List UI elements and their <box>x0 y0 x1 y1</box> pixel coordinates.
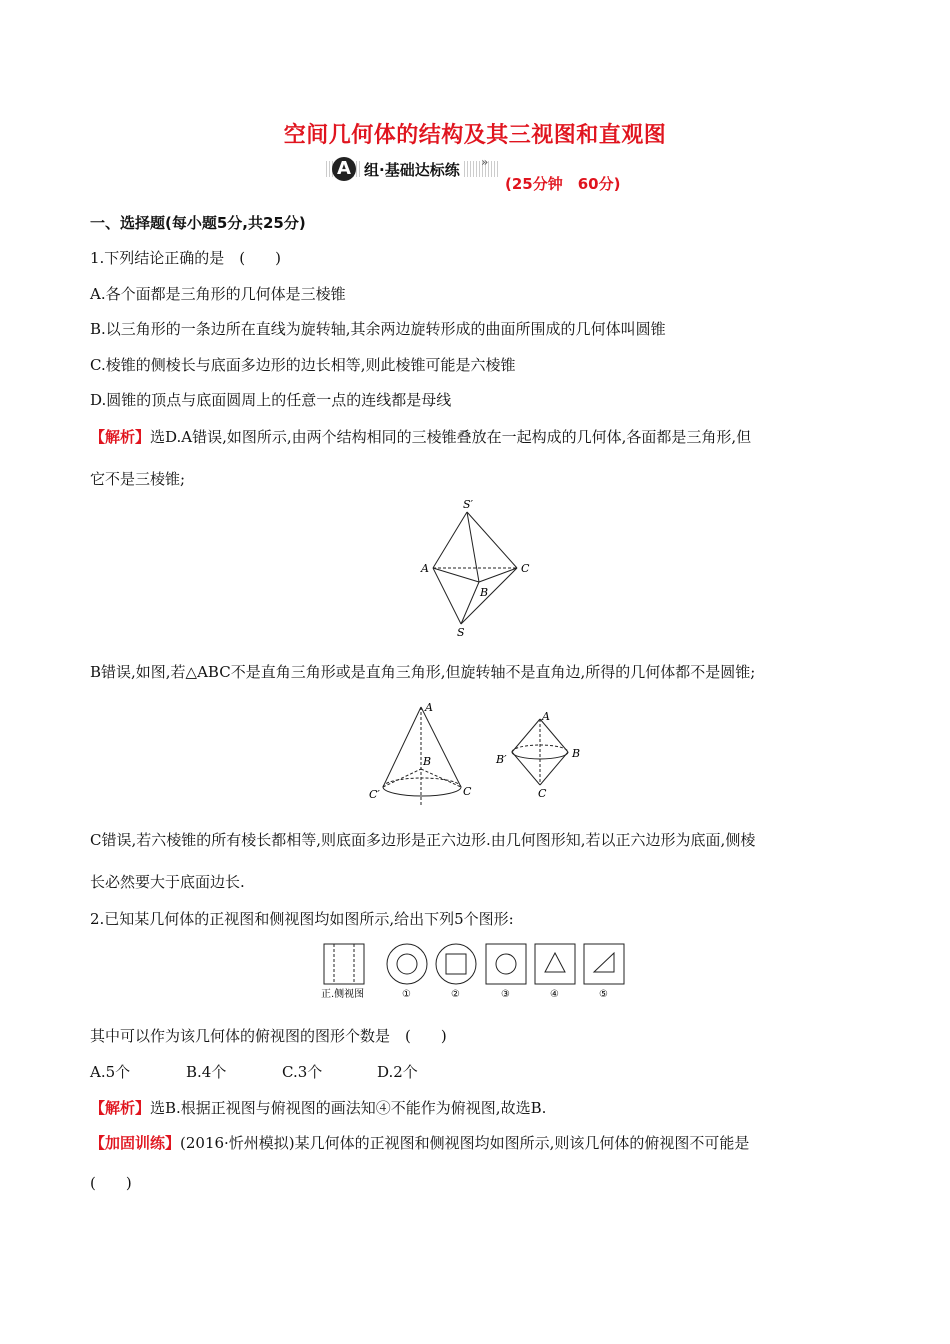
time-note: (25分钟 60分) <box>505 175 621 193</box>
q1-option-a: A.各个面都是三角形的几何体是三棱锥 <box>90 285 346 303</box>
dcone-label-b-prime: B′ <box>496 753 507 766</box>
double-cone-figure <box>494 707 594 799</box>
page-title: 空间几何体的结构及其三视图和直观图 <box>283 123 667 148</box>
q2-option-a: A.5个 <box>90 1063 131 1081</box>
dcone-label-c: C <box>538 787 547 799</box>
dcone-label-b: B <box>572 747 581 760</box>
cone-label-a: A <box>425 701 433 714</box>
view-label-1: ① <box>402 989 411 1000</box>
badge-arrow-icon: » <box>481 155 489 169</box>
view-label-2: ② <box>451 989 460 1000</box>
q1-option-b: B.以三角形的一条边所在直线为旋转轴,其余两边旋转形成的曲面所围成的几何体叫圆锥 <box>90 320 666 338</box>
q1-option-c: C.棱锥的侧棱长与底面多边形的边长相等,则此棱锥可能是六棱锥 <box>90 356 516 374</box>
cone-label-b: B <box>423 755 432 768</box>
q2-question: 其中可以作为该几何体的俯视图的图形个数是 ( ) <box>90 1027 447 1045</box>
q1-analysis-line1 <box>90 426 751 447</box>
view-label-4: ④ <box>550 989 559 1000</box>
extra-tag: 【加固训练】 <box>90 1134 181 1152</box>
cone-label-c-prime: C′ <box>369 788 380 801</box>
q1-c-explanation-line1: C错误,若六棱锥的所有棱长都相等,则底面多边形是正六边形.由几何图形知,若以正六边形为底面,侧棱 <box>90 831 756 849</box>
badge-text: 组·基础达标练 <box>364 161 460 179</box>
analysis-text: 选B.根据正视图与俯视图的画法知④不能作为俯视图,故选B. <box>150 1099 547 1117</box>
q1-stem: 1.下列结论正确的是 ( ) <box>90 249 282 267</box>
q2-option-d: D.2个 <box>377 1063 418 1081</box>
q2-option-c: C.3个 <box>282 1063 323 1081</box>
label-c: C <box>521 562 530 575</box>
view-label-3: ③ <box>501 989 510 1000</box>
cone-figure <box>365 697 475 807</box>
analysis-tag: 【解析】 <box>90 428 151 446</box>
view-options-figure <box>318 940 628 1002</box>
extra-paren: ( ) <box>90 1174 132 1192</box>
label-a: A <box>421 562 429 575</box>
q2-option-b: B.4个 <box>186 1063 227 1081</box>
view-label-front-side: 正.侧视图 <box>321 989 365 1000</box>
q1-option-d: D.圆锥的顶点与底面圆周上的任意一点的连线都是母线 <box>90 391 452 409</box>
extra-text: (2016·忻州模拟)某几何体的正视图和侧视图均如图所示,则该几何体的俯视图不可能是 <box>180 1134 750 1152</box>
bipyramid-figure <box>415 496 545 638</box>
q1-analysis-line2: 它不是三棱锥; <box>90 470 186 488</box>
badge-letter: A <box>332 157 356 181</box>
q2-analysis <box>90 1097 546 1118</box>
view-label-5: ⑤ <box>599 989 608 1000</box>
label-s: S <box>457 626 465 638</box>
label-s-prime: S′ <box>463 498 474 511</box>
q1-c-explanation-line2: 长必然要大于底面边长. <box>90 873 245 891</box>
section-heading: 一、选择题(每小题5分,共25分) <box>90 214 306 232</box>
analysis-tag: 【解析】 <box>90 1099 151 1117</box>
cone-label-c: C <box>463 785 472 798</box>
group-badge <box>326 157 498 183</box>
q1-b-explanation: B错误,如图,若△ABC不是直角三角形或是直角三角形,但旋转轴不是直角边,所得的几何体都不是圆锥; <box>90 663 756 681</box>
label-b: B <box>480 586 489 599</box>
extra-training <box>90 1132 749 1153</box>
analysis-text: 选D.A错误,如图所示,由两个结构相同的三棱锥叠放在一起构成的几何体,各面都是三角形,但 <box>150 428 752 446</box>
dcone-label-a: A <box>542 710 550 723</box>
q2-stem: 2.已知某几何体的正视图和侧视图均如图所示,给出下列5个图形: <box>90 910 514 928</box>
